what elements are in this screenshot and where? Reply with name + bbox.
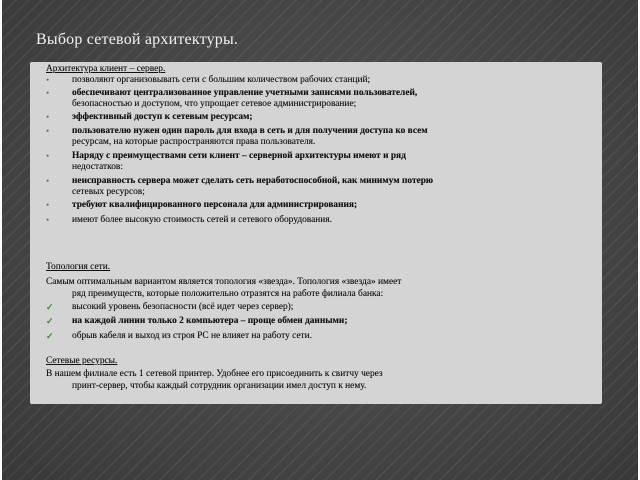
list-item: неисправность сервера может сделать сеть неработоспособной, как минимум потерю xyxy=(72,176,434,186)
list-item: эффективный доступ к сетевым ресурсам; xyxy=(72,112,253,122)
list-item-continuation: недостатков: xyxy=(72,162,123,172)
list-item-continuation: ресурсам, на которые распространяются права пользователя. xyxy=(72,137,316,147)
dot-bullet-icon: • xyxy=(46,176,50,186)
list-item-continuation: сетевых ресурсов; xyxy=(72,187,145,197)
dot-bullet-icon: • xyxy=(46,75,50,85)
list-item: имеют более высокую стоимость сетей и сетевого оборудования. xyxy=(72,215,332,225)
paragraph-line: ряд преимуществ, которые положительно отразятся на работе филиала банка: xyxy=(72,289,384,299)
checkmark-icon: ✓ xyxy=(46,302,54,312)
list-item: обрыв кабеля и выход из строя PC не влияет на работу сети. xyxy=(72,331,313,341)
list-item: Наряду с преимуществами сети клиент – серверной архитектуры имеют и ряд xyxy=(72,151,406,161)
dot-bullet-icon: • xyxy=(46,151,50,161)
paragraph-line: принт-сервер, чтобы каждый сотрудник организации имел доступ к нему. xyxy=(72,381,367,391)
dot-bullet-icon: • xyxy=(46,126,50,136)
section-heading-client-server: Архитектура клиент – сервер. xyxy=(46,64,166,74)
checkmark-icon: ✓ xyxy=(46,316,54,326)
dot-bullet-icon: • xyxy=(46,112,50,122)
paragraph-line: В нашем филиале есть 1 сетевой принтер. Удобнее его присоединить к свитчу через xyxy=(46,369,383,379)
slide xyxy=(2,0,638,480)
slide-title: Выбор сетевой архитектуры. xyxy=(36,31,239,48)
list-item-continuation: безопасностью и доступом, что упрощает сетевое администрирование; xyxy=(72,99,357,109)
paragraph-line: Самым оптимальным вариантом является топология «звезда». Топология «звезда» имеет xyxy=(46,277,402,287)
list-item: пользователю нужен один пароль для входа в сеть и для получения доступа ко всем xyxy=(72,126,428,136)
dot-bullet-icon: • xyxy=(46,215,50,225)
list-item: на каждой линии только 2 компьютера – проще обмен данными; xyxy=(72,316,348,326)
checkmark-icon: ✓ xyxy=(46,331,54,341)
dot-bullet-icon: • xyxy=(46,200,50,210)
section-heading-topology: Топология сети. xyxy=(46,262,111,272)
list-item: требуют квалифицированного персонала для администрирования; xyxy=(72,200,358,210)
list-item: высокий уровень безопасности (всё идет через сервер); xyxy=(72,302,294,312)
list-item: позволяют организовывать сети с большим количеством рабочих станций; xyxy=(72,75,371,85)
section-heading-network-resources: Сетевые ресурсы. xyxy=(46,356,118,366)
dot-bullet-icon: • xyxy=(46,88,50,98)
list-item: обеспечивают централизованное управление учетными записями пользователей, xyxy=(72,88,418,98)
